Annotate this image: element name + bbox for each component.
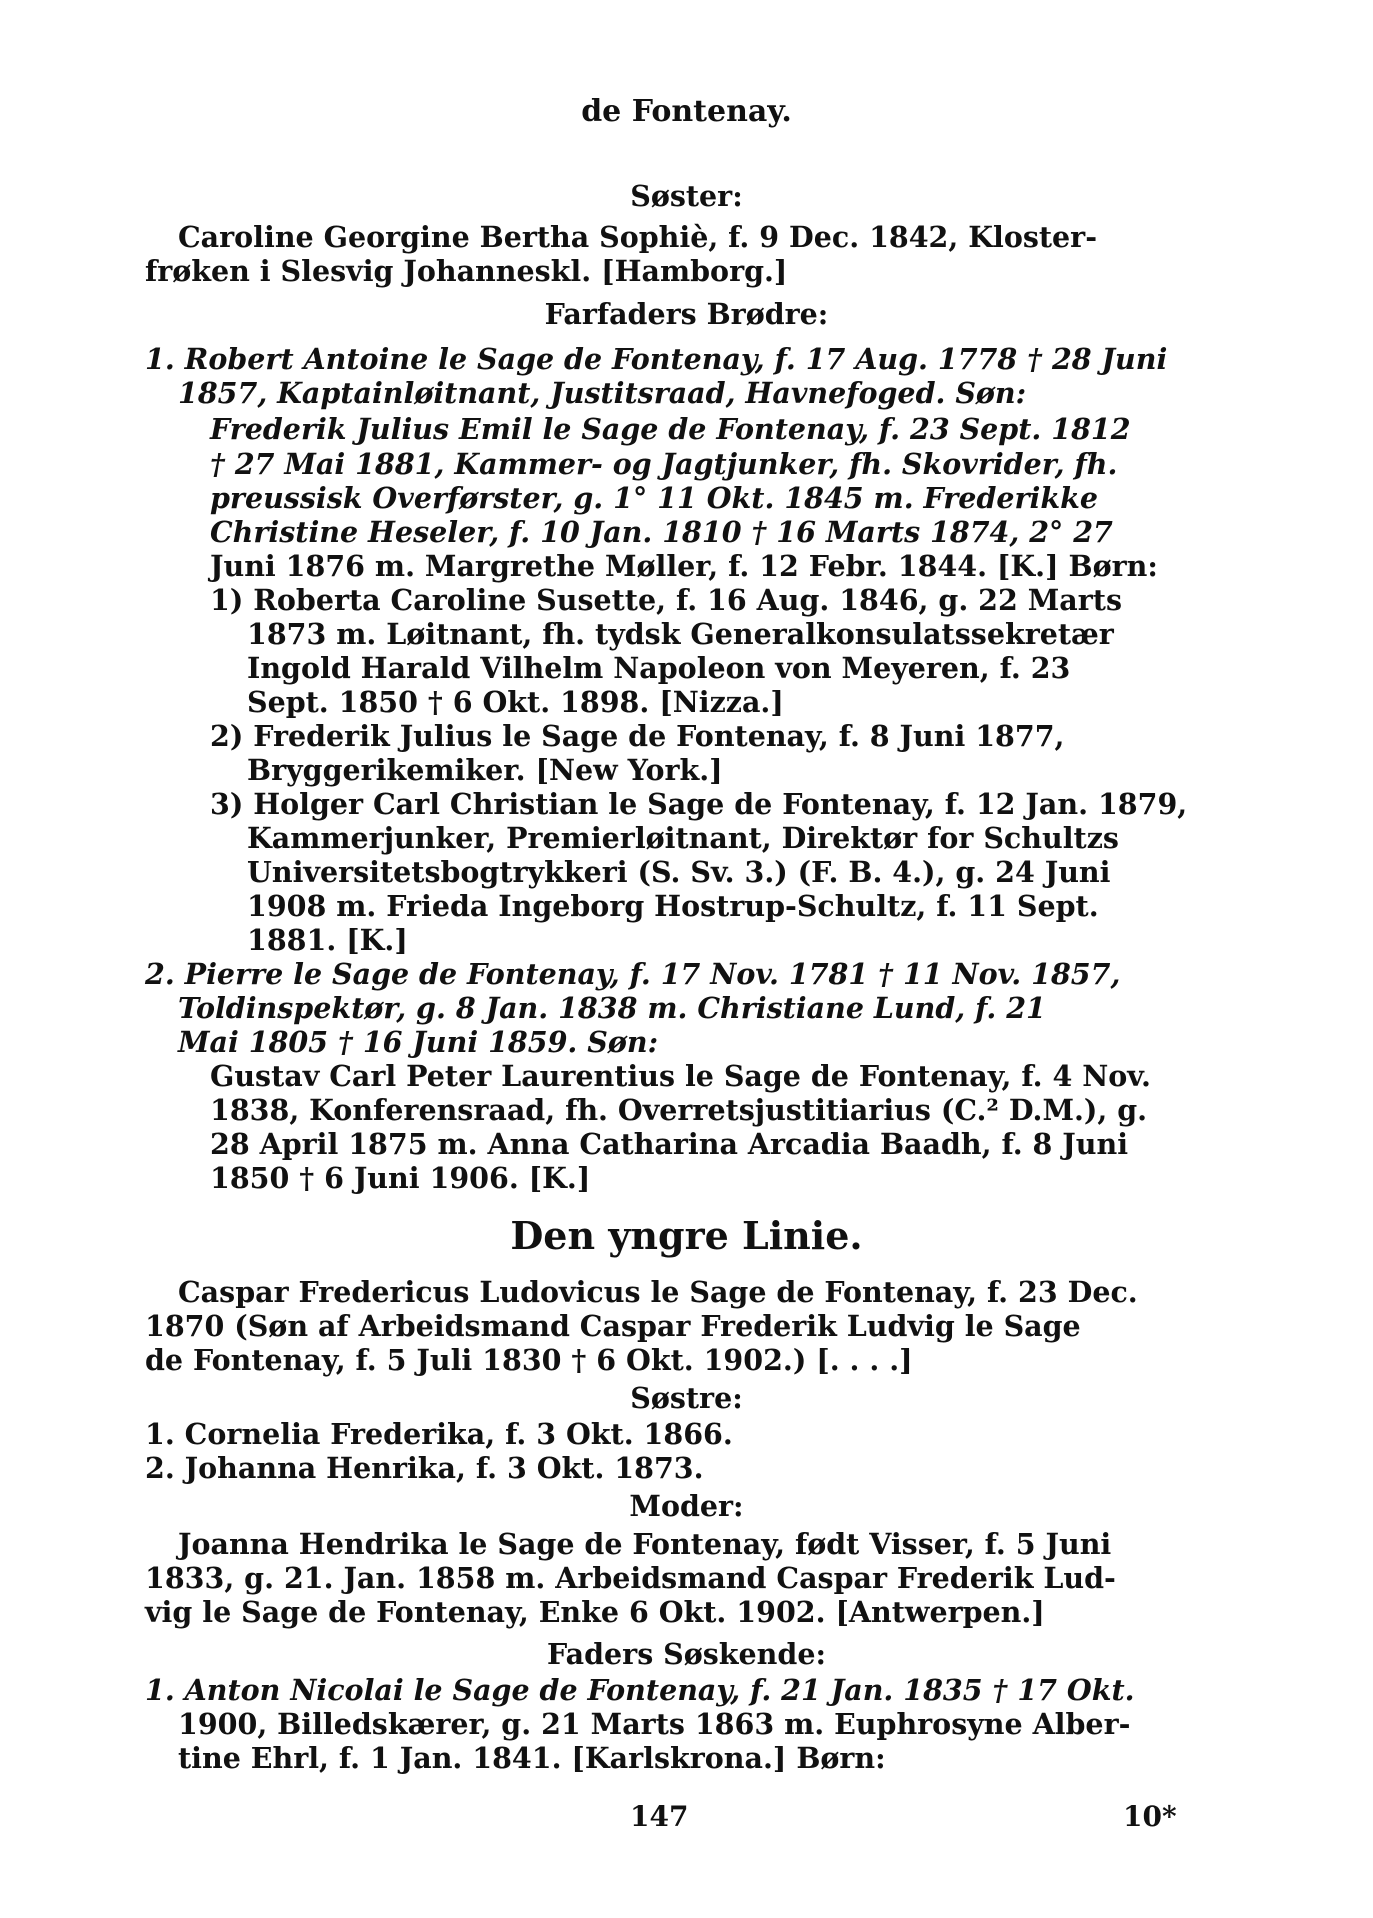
farfaders-heading: Farfaders Brødre: [544,297,829,331]
text-line: 1. Anton Nicolai le Sage de Fontenay, f. 21 Jan. 1835 † 17 Okt. [145,1673,1135,1707]
text-line: 1900, Billedskærer, g. 21 Marts 1863 m. Euphrosyne Alber- [178,1707,1131,1741]
text-line: Universitetsbogtrykkeri (S. Sv. 3.) (F. B. 4.), g. 24 Juni [247,855,1111,889]
page-number: 147 [630,1800,689,1833]
text-line: preussisk Overførster, g. 1° 11 Okt. 1845 m. Frederikke [210,481,1098,515]
text-line: 1870 (Søn af Arbeidsmand Caspar Frederik Ludvig le Sage [145,1309,1081,1343]
moder-heading: Moder: [629,1489,744,1523]
text-line: 1833, g. 21. Jan. 1858 m. Arbeidsmand Caspar Frederik Lud- [145,1561,1116,1595]
running-head: de Fontenay. [581,94,792,129]
text-line: 1908 m. Frieda Ingeborg Hostrup-Schultz, f. 11 Sept. [247,889,1099,923]
text-line: 1881. [K.] [247,923,408,957]
text-line: frøken i Slesvig Johanneskl. [Hamborg.] [145,254,788,288]
text-line: 1857, Kaptainløitnant, Justitsraad, Havnefoged. Søn: [178,376,1027,410]
text-line: Juni 1876 m. Margrethe Møller, f. 12 Febr. 1844. [K.] Børn: [210,549,1158,583]
text-line: † 27 Mai 1881, Kammer- og Jagtjunker, fh. Skovrider, fh. [210,447,1118,481]
text-line: 1838, Konferensraad, fh. Overretsjustitiarius (C.² D.M.), g. [210,1093,1148,1127]
text-line: 2) Frederik Julius le Sage de Fontenay, f. 8 Juni 1877, [210,719,1065,753]
text-line: Kammerjunker, Premierløitnant, Direktør for Schultzs [247,821,1119,855]
text-line: Joanna Hendrika le Sage de Fontenay, født Visser, f. 5 Juni [178,1527,1112,1561]
text-line: vig le Sage de Fontenay, Enke 6 Okt. 1902. [Antwerpen.] [145,1595,1045,1629]
soster-heading: Søster: [630,179,743,213]
text-line: 2. Johanna Henrika, f. 3 Okt. 1873. [145,1451,704,1485]
text-line: 3) Holger Carl Christian le Sage de Fontenay, f. 12 Jan. 1879, [210,787,1188,821]
sostre-heading: Søstre: [630,1381,743,1415]
text-line: Frederik Julius Emil le Sage de Fontenay, f. 23 Sept. 1812 [210,412,1131,446]
signature-mark: 10* [1123,1800,1177,1833]
text-line: Caspar Fredericus Ludovicus le Sage de Fontenay, f. 23 Dec. [178,1275,1138,1309]
text-line: 1) Roberta Caroline Susette, f. 16 Aug. 1846, g. 22 Marts [210,583,1122,617]
text-line: 2. Pierre le Sage de Fontenay, f. 17 Nov. 1781 † 11 Nov. 1857, [145,957,1121,991]
text-line: de Fontenay, f. 5 Juli 1830 † 6 Okt. 1902.) [. . . .] [145,1343,913,1377]
text-line: Ingold Harald Vilhelm Napoleon von Meyeren, f. 23 [247,651,1071,685]
text-line: Bryggerikemiker. [New York.] [247,753,723,787]
section-heading-yngre-linie: Den yngre Linie. [510,1213,863,1258]
text-line: Sept. 1850 † 6 Okt. 1898. [Nizza.] [247,685,784,719]
text-line: tine Ehrl, f. 1 Jan. 1841. [Karlskrona.] Børn: [178,1741,886,1775]
text-line: 1873 m. Løitnant, fh. tydsk Generalkonsulatssekretær [247,617,1114,651]
text-line: 1. Robert Antoine le Sage de Fontenay, f. 17 Aug. 1778 † 28 Juni [145,342,1168,376]
text-line: Mai 1805 † 16 Juni 1859. Søn: [178,1025,659,1059]
text-line: Gustav Carl Peter Laurentius le Sage de Fontenay, f. 4 Nov. [210,1059,1151,1093]
text-line: 1. Cornelia Frederika, f. 3 Okt. 1866. [145,1417,733,1451]
text-line: 28 April 1875 m. Anna Catharina Arcadia Baadh, f. 8 Juni [210,1127,1129,1161]
text-line: 1850 † 6 Juni 1906. [K.] [210,1161,591,1195]
text-line: Christine Heseler, f. 10 Jan. 1810 † 16 Marts 1874, 2° 27 [210,515,1113,549]
text-line: Caroline Georgine Bertha Sophiè, f. 9 Dec. 1842, Kloster- [178,220,1098,254]
text-line: Toldinspektør, g. 8 Jan. 1838 m. Christiane Lund, f. 21 [178,991,1046,1025]
faders-heading: Faders Søskende: [546,1637,826,1671]
